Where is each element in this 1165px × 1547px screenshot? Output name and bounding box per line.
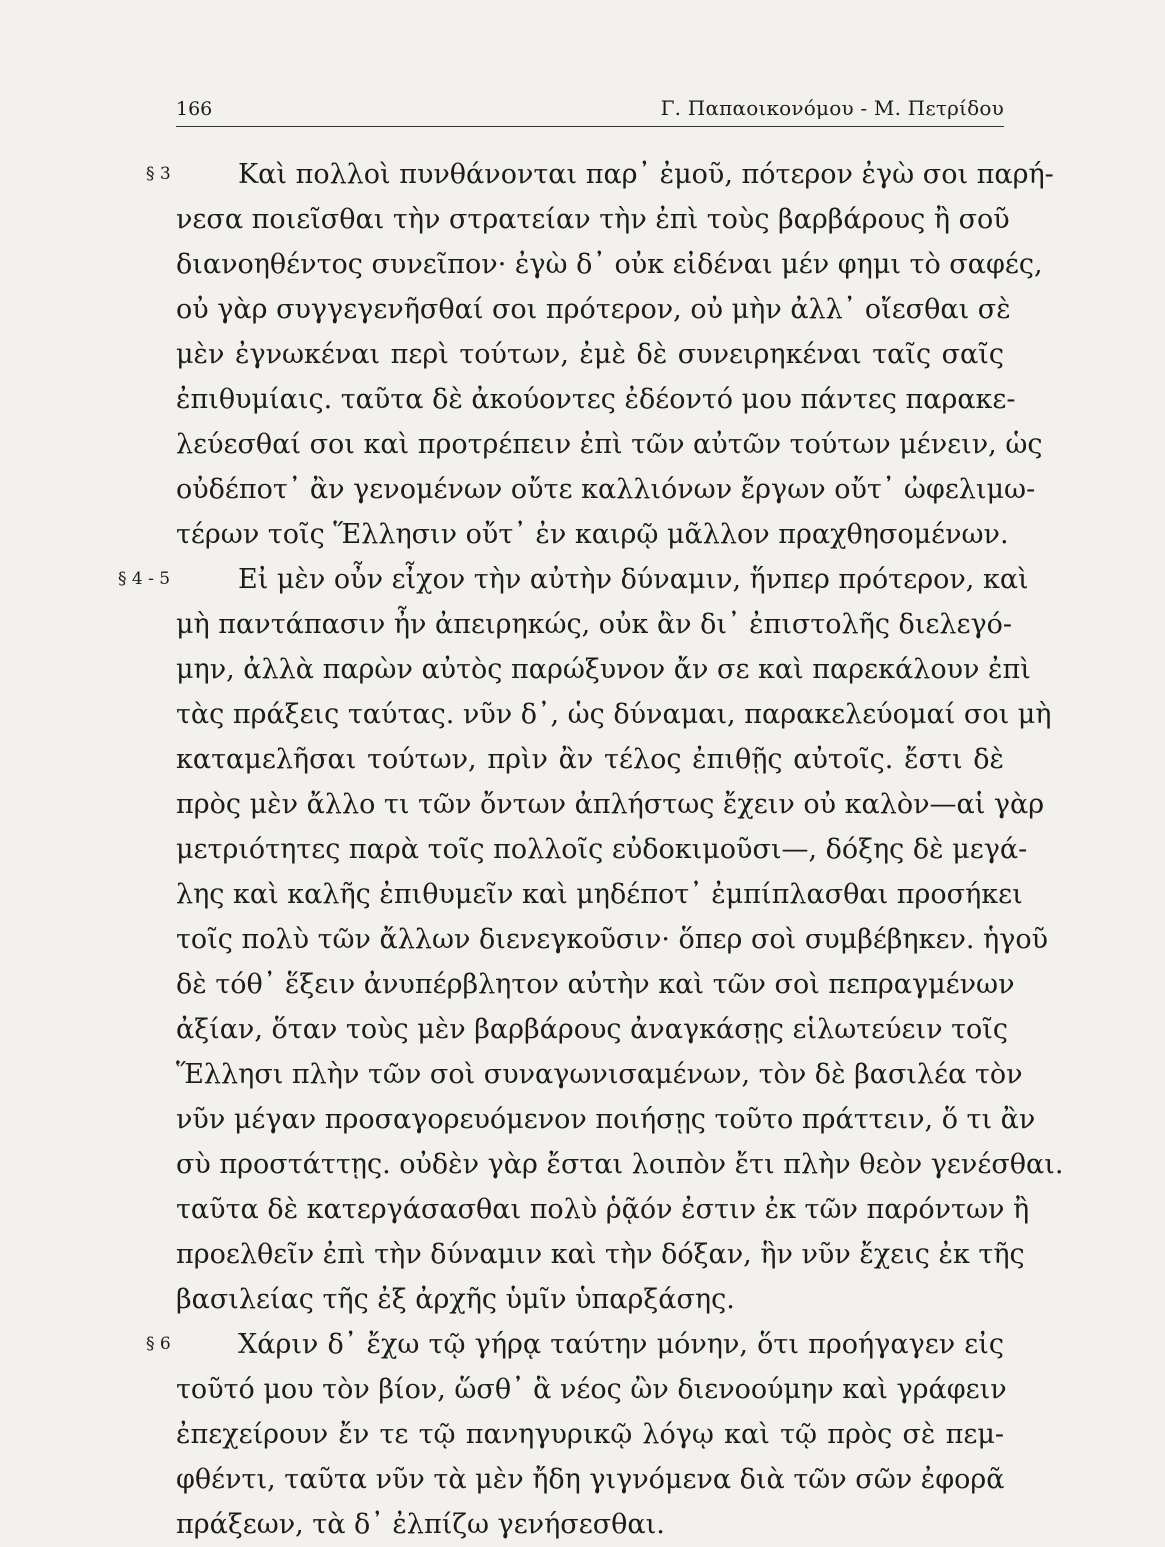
text-line: σὺ προστάττῃς. οὐδὲν γὰρ ἔσται λοιπὸν ἔτι πλὴν θεὸν γενέσθαι. bbox=[176, 1149, 1064, 1180]
text-line: πράξεων, τὰ δ᾽ ἐλπίζω γενήσεσθαι. bbox=[176, 1509, 665, 1540]
text-line: τὰς πράξεις ταύτας. νῦν δ᾽, ὡς δύναμαι, παρακελεύομαί σοι μὴ bbox=[176, 699, 1052, 730]
text-line: λεύεσθαί σοι καὶ προτρέπειν ἐπὶ τῶν αὐτῶν τούτων μένειν, ὡς bbox=[176, 429, 1043, 460]
text-line: μὴ παντάπασιν ἦν ἀπειρηκώς, οὐκ ἂν δι᾽ ἐπιστολῆς διελεγό- bbox=[176, 609, 1012, 640]
text-line: οὐδέποτ᾽ ἂν γενομένων οὔτε καλλιόνων ἔργων οὔτ᾽ ὠφελιμω- bbox=[176, 474, 1036, 505]
page-number: 166 bbox=[176, 98, 213, 120]
text-line: βασιλείας τῆς ἐξ ἀρχῆς ὑμῖν ὑπαρξάσης. bbox=[176, 1284, 735, 1315]
text-line: διανοηθέντος συνεῖπον· ἐγὼ δ᾽ οὐκ εἰδέναι μέν φημι τὸ σαφές, bbox=[176, 249, 1043, 280]
running-head: Γ. Παπαοικονόμου - Μ. Πετρίδου bbox=[660, 96, 1004, 120]
text-line: δὲ τόθ᾽ ἕξειν ἀνυπέρβλητον αὐτὴν καὶ τῶν σοὶ πεπραγμένων bbox=[176, 969, 1015, 1000]
section-marker: § 3 bbox=[146, 164, 171, 184]
text-line bbox=[146, 1322, 1004, 1367]
text-line bbox=[146, 152, 1054, 197]
text-line: τοῖς πολὺ τῶν ἄλλων διενεγκοῦσιν· ὅπερ σοὶ συμβέβηκεν. ἡγοῦ bbox=[176, 924, 1049, 955]
paragraph-section-3 bbox=[146, 152, 1054, 557]
paragraph-section-6 bbox=[146, 1322, 1007, 1547]
text-line: ἐπεχείρουν ἔν τε τῷ πανηγυρικῷ λόγῳ καὶ τῷ πρὸς σὲ πεμ- bbox=[176, 1419, 1004, 1450]
section-marker: § 4 - 5 bbox=[118, 569, 171, 589]
paragraph-section-4-5 bbox=[118, 557, 1064, 1322]
text-line: μην, ἀλλὰ παρὼν αὐτὸς παρώξυνον ἄν σε καὶ παρεκάλουν ἐπὶ bbox=[176, 654, 1031, 685]
line-text: Εἰ μὲν οὖν εἶχον τὴν αὐτὴν δύναμιν, ἥνπερ πρότερον, καὶ bbox=[238, 564, 1029, 595]
text-body bbox=[118, 152, 1064, 1547]
text-line: νῦν μέγαν προσαγορευόμενον ποιήσῃς τοῦτο πράττειν, ὅ τι ἂν bbox=[176, 1104, 1036, 1135]
line-text: Καὶ πολλοὶ πυνθάνονται παρ᾽ ἐμοῦ, πότερον ἐγὼ σοι παρή- bbox=[238, 159, 1054, 190]
text-line: μὲν ἐγνωκέναι περὶ τούτων, ἐμὲ δὲ συνειρηκέναι ταῖς σαῖς bbox=[176, 339, 1004, 370]
page-header bbox=[176, 92, 1004, 127]
text-line: λης καὶ καλῆς ἐπιθυμεῖν καὶ μηδέποτ᾽ ἐμπίπλασθαι προσήκει bbox=[176, 879, 1023, 910]
text-line: ταῦτα δὲ κατεργάσασθαι πολὺ ῥᾷόν ἐστιν ἐκ τῶν παρόντων ἢ bbox=[176, 1194, 1030, 1225]
text-line: Ἕλλησι πλὴν τῶν σοὶ συναγωνισαμένων, τὸν δὲ βασιλέα τὸν bbox=[176, 1059, 1023, 1090]
line-text: Χάριν δ᾽ ἔχω τῷ γήρᾳ ταύτην μόνην, ὅτι προήγαγεν εἰς bbox=[238, 1329, 1004, 1360]
text-line: πρὸς μὲν ἄλλο τι τῶν ὄντων ἀπλήστως ἔχειν οὐ καλὸν—αἱ γὰρ bbox=[176, 789, 1045, 820]
text-line: προελθεῖν ἐπὶ τὴν δύναμιν καὶ τὴν δόξαν, ἣν νῦν ἔχεις ἐκ τῆς bbox=[176, 1239, 1025, 1270]
section-marker: § 6 bbox=[146, 1334, 171, 1354]
text-line: τέρων τοῖς Ἕλλησιν οὔτ᾽ ἐν καιρῷ μᾶλλον πραχθησομένων. bbox=[176, 519, 1009, 550]
text-line: ἐπιθυμίαις. ταῦτα δὲ ἀκούοντες ἐδέοντό μου πάντες παρακε- bbox=[176, 384, 1016, 415]
text-line: τοῦτό μου τὸν βίον, ὥσθ᾽ ἃ νέος ὢν διενοούμην καὶ γράφειν bbox=[176, 1374, 1007, 1405]
text-line: ἀξίαν, ὅταν τοὺς μὲν βαρβάρους ἀναγκάσῃς εἱλωτεύειν τοῖς bbox=[176, 1014, 1009, 1045]
text-line: μετριότητες παρὰ τοῖς πολλοῖς εὐδοκιμοῦσι—, δόξης δὲ μεγά- bbox=[176, 834, 1028, 865]
text-line: οὐ γὰρ συγγεγενῆσθαί σοι πρότερον, οὐ μὴν ἀλλ᾽ οἴεσθαι σὲ bbox=[176, 294, 1011, 325]
text-line: νεσα ποιεῖσθαι τὴν στρατείαν τὴν ἐπὶ τοὺς βαρβάρους ἢ σοῦ bbox=[176, 204, 1010, 235]
text-line: φθέντι, ταῦτα νῦν τὰ μὲν ἤδη γιγνόμενα διὰ τῶν σῶν ἐφορᾶ bbox=[176, 1464, 1005, 1495]
text-line: καταμελῆσαι τούτων, πρὶν ἂν τέλος ἐπιθῇς αὐτοῖς. ἔστι δὲ bbox=[176, 744, 1004, 775]
text-line bbox=[118, 557, 1029, 602]
